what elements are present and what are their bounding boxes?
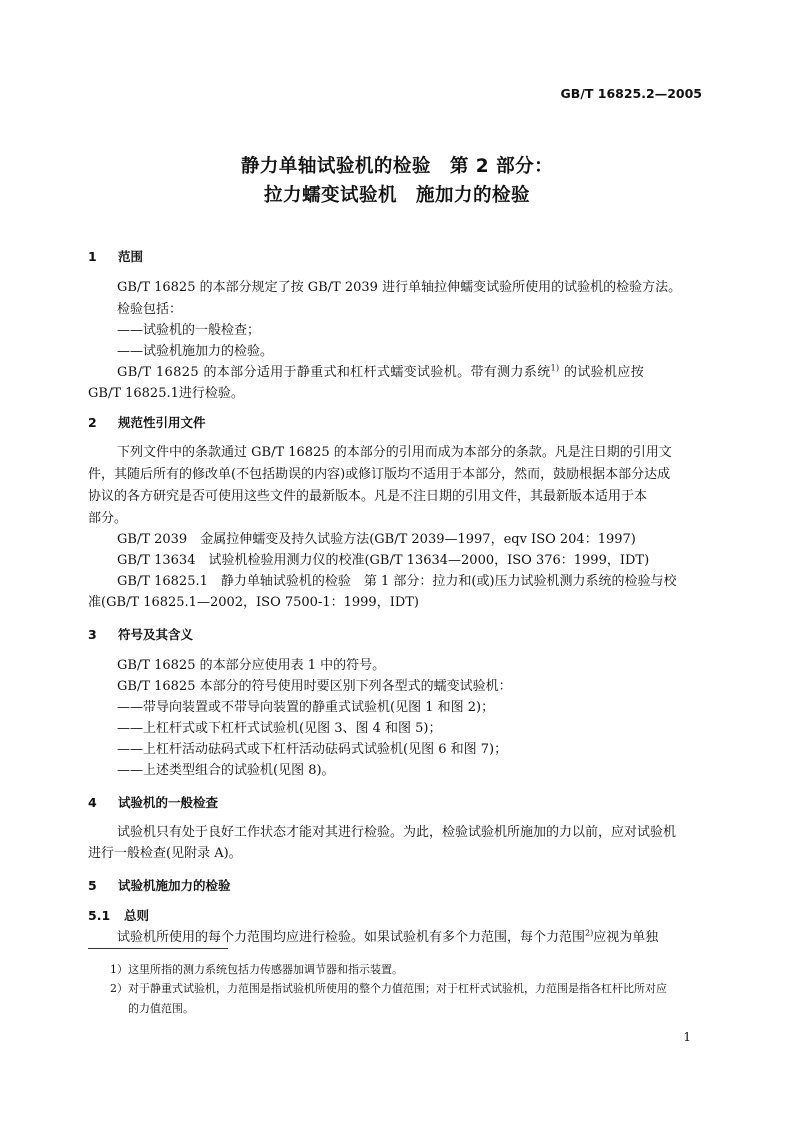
paragraph: 试验机只有处于良好工作状态才能对其进行检验。为此，检验试验机所施加的力以前，应对试验机 [117,825,677,840]
text-run: 试验机所使用的每个力范围均应进行检验。如果试验机有多个力范围，每个力范围 [117,930,586,945]
section-title: 试验机的一般检查 [118,795,219,810]
reference-item: 准(GB/T 16825.1—2002，ISO 7500-1：1999，IDT) [88,595,419,610]
reference-item: GB/T 13634 试验机检验用测力仪的校准(GB/T 13634—2000，ISO 376：1999，IDT) [117,553,650,568]
list-item: ——上述类型组合的试验机(见图 8)。 [117,763,335,778]
paragraph: 下列文件中的条款通过 GB/T 16825 的本部分的引用而成为本部分的条款。凡是注日期的引用文 [117,445,672,460]
section-number: 5 [88,878,97,893]
paragraph: 进行一般检查(见附录 A)。 [88,846,242,861]
list-item: ——带导向装置或不带导向装置的静重式试验机(见图 1 和图 2)； [117,700,495,715]
footnote-divider [88,948,228,949]
section-title: 试验机施加力的检验 [118,878,231,893]
title-line-1: 静力单轴试验机的检验 第 2 部分： [240,156,554,177]
section-number: 5.1 [88,908,111,923]
footnote-2: 2）对于静重式试验机，力范围是指试验机所使用的整个力值范围；对于杠杆式试验机，力范围是指各杠杆比所对应 [110,982,667,995]
section-title: 符号及其含义 [118,627,194,642]
section-4-heading [88,793,218,811]
title-line-2: 拉力蠕变试验机 施加力的检验 [263,185,530,206]
reference-item: GB/T 16825.1 静力单轴试验机的检验 第 1 部分：拉力和(或)压力试验机测力系统的检验与校 [117,574,677,589]
paragraph: GB/T 16825 的本部分规定了按 GB/T 2039 进行单轴拉伸蠕变试验所使用的试验机的检验方法。 [117,280,682,295]
section-number: 2 [88,415,97,430]
section-number: 3 [88,627,97,642]
subsection-5-1-heading [88,906,149,924]
list-item: ——试验机的一般检查； [117,323,261,338]
paragraph: 检验包括： [117,302,183,317]
list-item: ——试验机施加力的检验。 [117,344,274,359]
section-title: 规范性引用文件 [118,415,206,430]
paragraph [117,926,658,945]
paragraph: 部分。 [88,511,128,526]
paragraph: 件，其随后所有的修改单(不包括勘误的内容)或修订版均不适用于本部分，然而，鼓励根据本部分达成 [88,467,671,482]
section-title: 范围 [118,249,144,264]
section-3-heading [88,625,193,643]
paragraph: GB/T 16825 的本部分应使用表 1 中的符号。 [117,658,386,673]
section-5-heading [88,876,231,894]
paragraph: 协议的各方研究是否可使用这些文件的最新版本。凡是不注日期的引用文件，其最新版本适用于本 [88,489,648,504]
list-item: ——上杠杆活动砝码式或下杠杆活动砝码式试验机(见图 6 和图 7)； [117,742,508,757]
footnote-ref: 1) [550,363,560,373]
section-2-heading [88,413,206,431]
section-number: 1 [88,249,97,264]
footnote-ref: 2) [585,928,594,938]
section-number: 4 [88,795,97,810]
text-run: 的试验机应按 [559,365,645,380]
paragraph [117,361,644,380]
reference-item: GB/T 2039 金属拉伸蠕变及持久试验方法(GB/T 2039—1997，eqv ISO 204：1997) [117,532,636,547]
list-item: ——上杠杆式或下杠杆式试验机(见图 3、图 4 和图 5)； [117,721,442,736]
text-run: GB/T 16825 的本部分适用于静重式和杠杆式蠕变试验机。带有测力系统 [117,365,551,380]
paragraph: GB/T 16825.1进行检验。 [88,386,244,401]
page-number: 1 [683,1030,691,1044]
section-1-heading [88,247,143,265]
text-run: 应视为单独 [593,930,659,945]
section-title: 总则 [124,908,150,923]
footnote-1: 1）这里所指的测力系统包括力传感器加调节器和指示装置。 [110,963,403,976]
paragraph: GB/T 16825 本部分的符号使用时要区别下列各型式的蠕变试验机： [117,679,512,694]
standard-number: GB/T 16825.2—2005 [560,86,702,101]
footnote-2-continued: 的力值范围。 [128,1002,194,1015]
